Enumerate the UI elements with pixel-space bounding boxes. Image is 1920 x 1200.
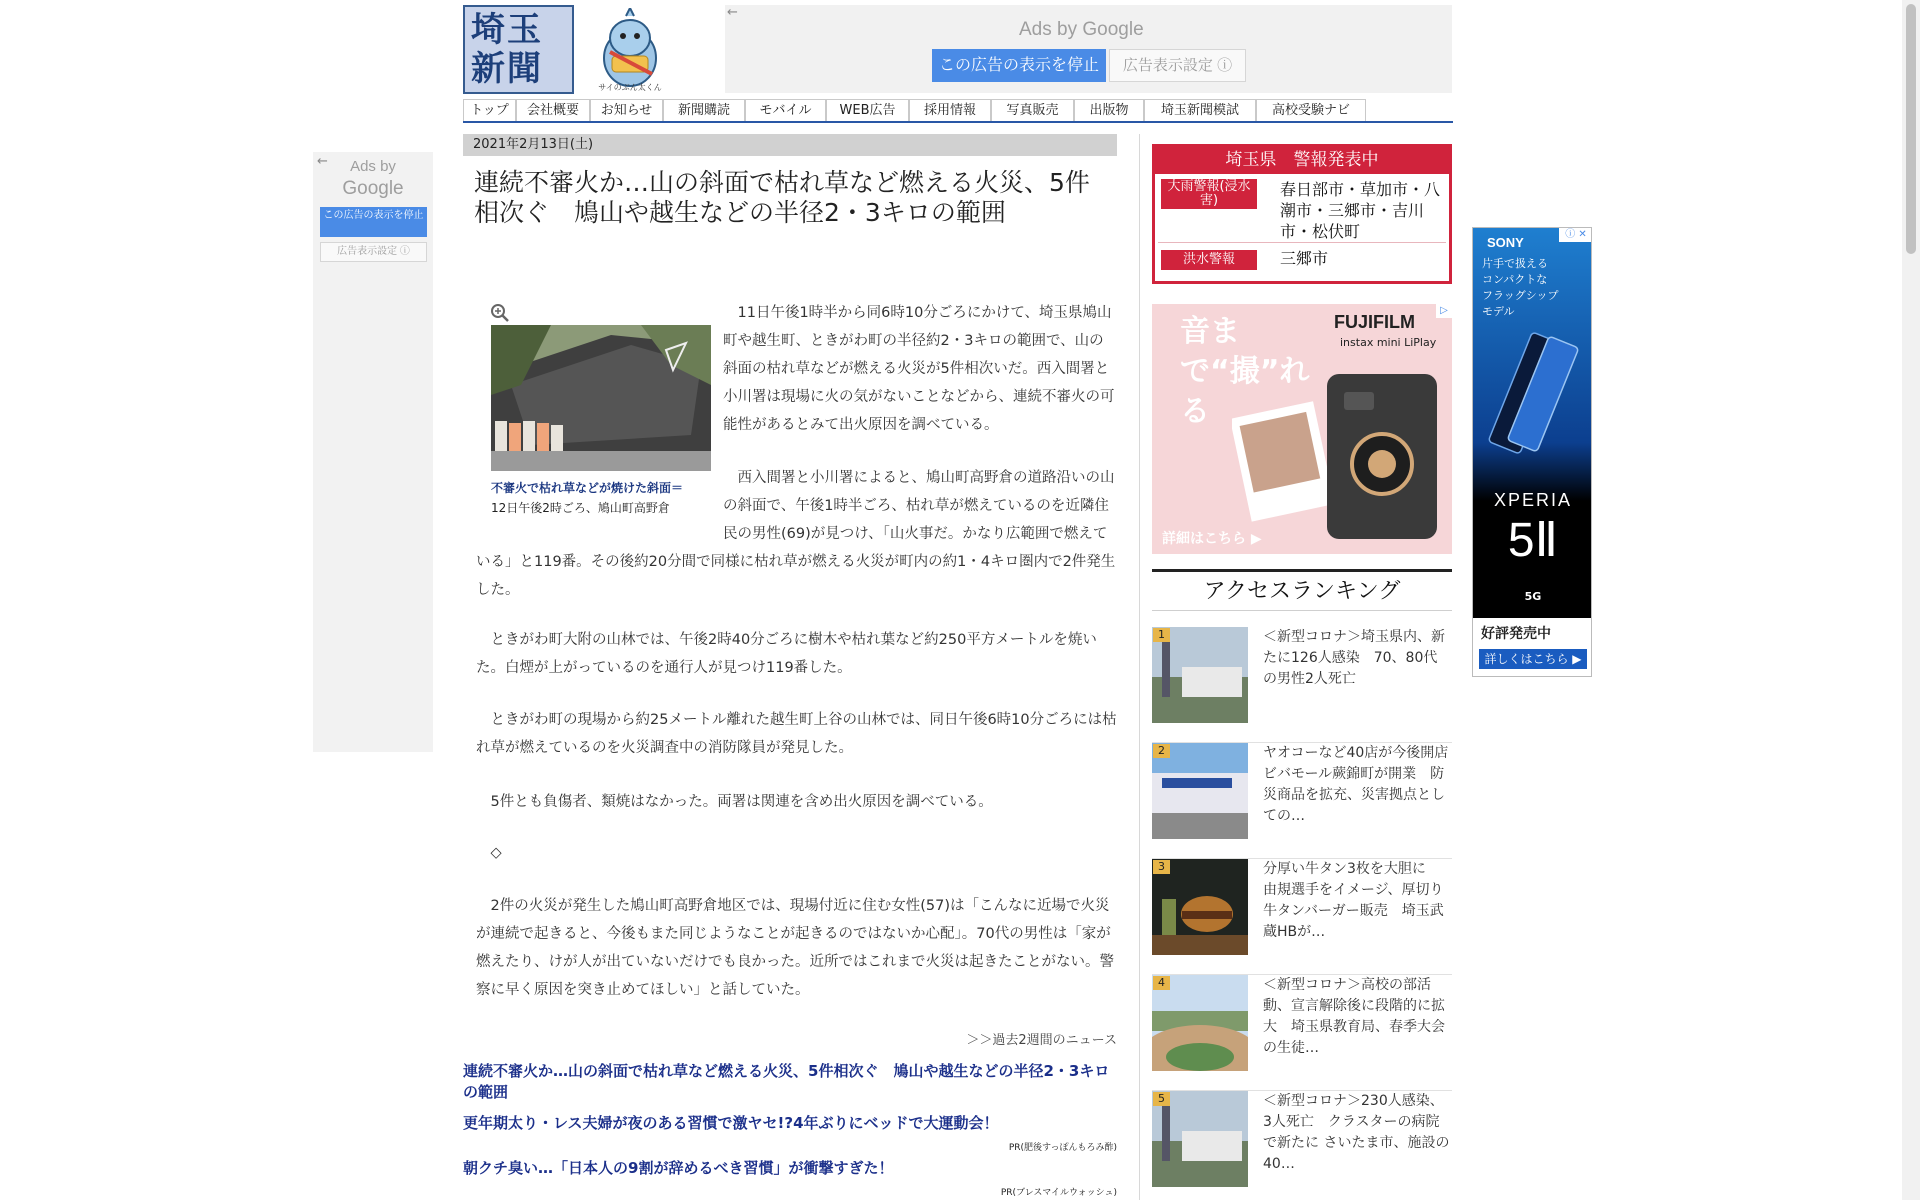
- ranking-headline[interactable]: ヤオコーなど40店が今後開店 ビバモール蕨錦町が開業 防災商品を拡充、災害拠点としての…: [1263, 745, 1449, 824]
- weather-alert-box[interactable]: [1152, 144, 1452, 284]
- ranking-headline[interactable]: ＜新型コロナ＞高校の部活動、宣言解除後に段階的に拡大 埼玉県教育局、春季大会の生徒…: [1263, 977, 1445, 1056]
- stop-ad-button[interactable]: この広告の表示を停止: [320, 207, 427, 237]
- nav-item-mobile[interactable]: モバイル: [745, 99, 826, 121]
- ad-choices-icon[interactable]: ⓘ ✕: [1559, 228, 1592, 242]
- nav-item-top[interactable]: トップ: [463, 99, 516, 121]
- ranking-number: 5: [1153, 1092, 1170, 1106]
- ad-cta[interactable]: 詳細はこちら ▶: [1162, 531, 1262, 547]
- stop-ad-button[interactable]: この広告の表示を停止: [932, 49, 1106, 82]
- ranking-number: 4: [1153, 976, 1170, 990]
- pr-article-link[interactable]: 朝クチ臭い…「日本人の9割が辞めるべき習慣」が衝撃すぎた！: [463, 1159, 894, 1177]
- fujifilm-ad[interactable]: [1152, 304, 1452, 554]
- ranking-item[interactable]: [1152, 627, 1452, 743]
- float-spacer: [476, 464, 723, 548]
- scrollbar-thumb[interactable]: [1906, 4, 1916, 254]
- ranking-number: 3: [1153, 860, 1170, 874]
- ad-model: 5Ⅱ: [1507, 514, 1559, 567]
- column-divider: [1139, 134, 1140, 1200]
- ad-settings-button[interactable]: 広告表示設定 ⓘ: [320, 242, 427, 262]
- ranking-number: 1: [1153, 628, 1170, 642]
- ad-cta[interactable]: 詳しくはこちら ▶: [1479, 649, 1587, 669]
- nav-item-photo-sales[interactable]: 写真販売: [991, 99, 1074, 121]
- logo-text: 埼玉新聞: [471, 10, 543, 89]
- article-paragraph: ◇: [490, 845, 502, 861]
- back-arrow-icon[interactable]: ←: [317, 154, 328, 169]
- ad-5g: 5G: [1524, 590, 1542, 603]
- alert-areas: 三郷市: [1280, 249, 1329, 268]
- nav-item-recruit[interactable]: 採用情報: [909, 99, 991, 121]
- mascot-label: サイのぶん太くん: [598, 83, 662, 92]
- phone-illustration: [1487, 328, 1579, 458]
- ranking-headline[interactable]: ＜新型コロナ＞230人感染、3人死亡 クラスターの病院で新たに さいたま市、施設の40…: [1263, 1093, 1450, 1172]
- site-logo[interactable]: [463, 5, 574, 94]
- pr-article-link[interactable]: 更年期太り・レス夫婦が夜のある習慣で激ヤセ!?4年ぶりにベッドで大運動会！: [463, 1114, 999, 1132]
- nav-item-web-ad[interactable]: WEB広告: [826, 99, 909, 121]
- ad-choices-icon[interactable]: ▷: [1436, 304, 1452, 318]
- article-paragraph-text: 西入間署と小川署によると、鳩山町高野倉の道路沿いの山の斜面で、午後1時半ごろ、枯れ草が燃えているのを近隣住民の男性(69)が見つけ、「山火事だ。かなり広範囲で燃えている」と119番。その後約20分間で同様に枯れ草が燃える火災が町内の約1・4キロ圏内で2件発生した。: [476, 470, 1116, 598]
- article-paragraph: ときがわ町大附の山林では、午後2時40分ごろに樹木や枯れ葉など約250平方メートルを焼いた。白煙が上がっているのを通行人が見つけ119番した。: [476, 632, 1097, 676]
- ranking-item[interactable]: [1152, 743, 1452, 859]
- nav-item-mock-exam[interactable]: 埼玉新聞模試: [1144, 99, 1256, 121]
- article-paragraph: [476, 464, 1117, 604]
- ranking-item[interactable]: [1152, 859, 1452, 975]
- ranking-item[interactable]: [1152, 975, 1452, 1091]
- alert-type: 洪水警報: [1161, 250, 1257, 270]
- alert-type: 大雨警報(浸水害): [1161, 179, 1257, 209]
- alert-row: [1158, 177, 1446, 243]
- page-scrollbar[interactable]: [1902, 0, 1920, 1200]
- ranking-title: アクセスランキング: [1152, 569, 1452, 611]
- zoom-icon[interactable]: [490, 303, 510, 323]
- google-label: Google: [342, 178, 404, 199]
- nav-item-exam-navi[interactable]: 高校受験ナビ: [1256, 99, 1366, 121]
- ad-headline: 音まで“撮”れる: [1180, 314, 1310, 429]
- caption-detail: 12日午後2時ごろ、鳩山町高野倉: [491, 501, 670, 515]
- ranking-item[interactable]: [1152, 1091, 1452, 1200]
- article-paragraph: ときがわ町の現場から約25メートル離れた越生町上谷の山林では、同日午後6時10分ごろには枯れ草が燃えているのを火災調査中の消防隊員が発見した。: [476, 712, 1117, 756]
- ad-product: instax mini LiPlay: [1340, 336, 1437, 349]
- related-article-link[interactable]: 連続不審火か…山の斜面で枯れ草など燃える火災、5件相次ぐ 鳩山や越生などの半径2・3キロの範囲: [463, 1062, 1110, 1101]
- ads-by-google-label: Ads by Google: [1019, 19, 1144, 40]
- nav-item-company[interactable]: 会社概要: [516, 99, 590, 121]
- article-paragraph: 2件の火災が発生した鳩山町高野倉地区では、現場付近に住む女性(57)は「こんなに近場で火災が連続で起きると、今後もまた同じようなことが起きるのではないか心配」。70代の男性は「家が燃えたり、けが人が出ていないだけでも良かった。近所ではこれまで火災は起きたことがない。警察に早く原因を突き止めてほしい」と話していた。: [476, 898, 1114, 998]
- ads-by-label: Ads by: [350, 158, 396, 175]
- nav-item-publications[interactable]: 出版物: [1074, 99, 1144, 121]
- camera-illustration: [1232, 364, 1447, 554]
- past-news-link[interactable]: ＞＞過去2週間のニュース: [966, 1033, 1117, 1048]
- article-paragraph: 5件とも負傷者、類焼はなかった。両署は関連を含め出火原因を調べている。: [490, 794, 993, 810]
- top-banner-ad[interactable]: [725, 5, 1452, 93]
- alert-areas: 春日部市・草加市・八潮市・三郷市・吉川市・松伏町: [1280, 180, 1441, 241]
- alert-row: [1158, 247, 1446, 277]
- sony-xperia-ad[interactable]: [1472, 227, 1592, 677]
- ad-settings-button[interactable]: 広告表示設定 ⓘ: [1109, 49, 1246, 82]
- article-paragraph: 11日午後1時半から同6時10分ごろにかけて、埼玉県鳩山町や越生町、ときがわ町の半径約2・3キロの範囲で、山の斜面の枯れ草などが燃える火災が5件相次いだ。西入間署と小川署は現場に火の気がないことなどから、連続不審火の可能性があるとみて出火原因を調べている。: [723, 305, 1115, 433]
- article-headline: 連続不審火か…山の斜面で枯れ草など燃える火災、5件相次ぐ 鳩山や越生などの半径2・3キロの範囲: [474, 168, 1090, 227]
- ad-product: XPERIA: [1493, 490, 1573, 510]
- nav-item-subscribe[interactable]: 新聞購読: [663, 99, 745, 121]
- caption-title: 不審火で枯れ草などが焼けた斜面＝: [491, 481, 684, 495]
- pr-label: PR(肥後すっぽんもろみ酢): [1008, 1143, 1117, 1153]
- article-date: 2021年2月13日(土): [463, 134, 1117, 156]
- ranking-headline[interactable]: 分厚い牛タン3枚を大胆に 由規選手をイメージ、厚切り牛タンバーガー販売 埼玉武蔵HBが…: [1263, 861, 1444, 940]
- ad-brand: SONY: [1487, 235, 1524, 250]
- ranking-headline[interactable]: ＜新型コロナ＞埼玉県内、新たに126人感染 70、80代の男性2人死亡: [1263, 629, 1445, 687]
- nav-item-news[interactable]: お知らせ: [590, 99, 663, 121]
- ad-copy: 片手で扱える コンパクトな フラッグシップ モデル: [1482, 257, 1559, 318]
- ad-brand: FUJIFILM: [1334, 312, 1415, 332]
- ranking-number: 2: [1153, 744, 1170, 758]
- left-sidebar-ad[interactable]: [313, 152, 433, 752]
- pr-label: PR(ブレスマイルウォッシュ): [1000, 1188, 1117, 1198]
- alert-title: 埼玉県 警報発表中: [1155, 147, 1449, 174]
- ad-on-sale: 好評発売中: [1481, 626, 1551, 642]
- back-arrow-icon[interactable]: ←: [727, 5, 738, 20]
- article-photo[interactable]: [491, 325, 711, 471]
- main-nav: [463, 99, 1453, 123]
